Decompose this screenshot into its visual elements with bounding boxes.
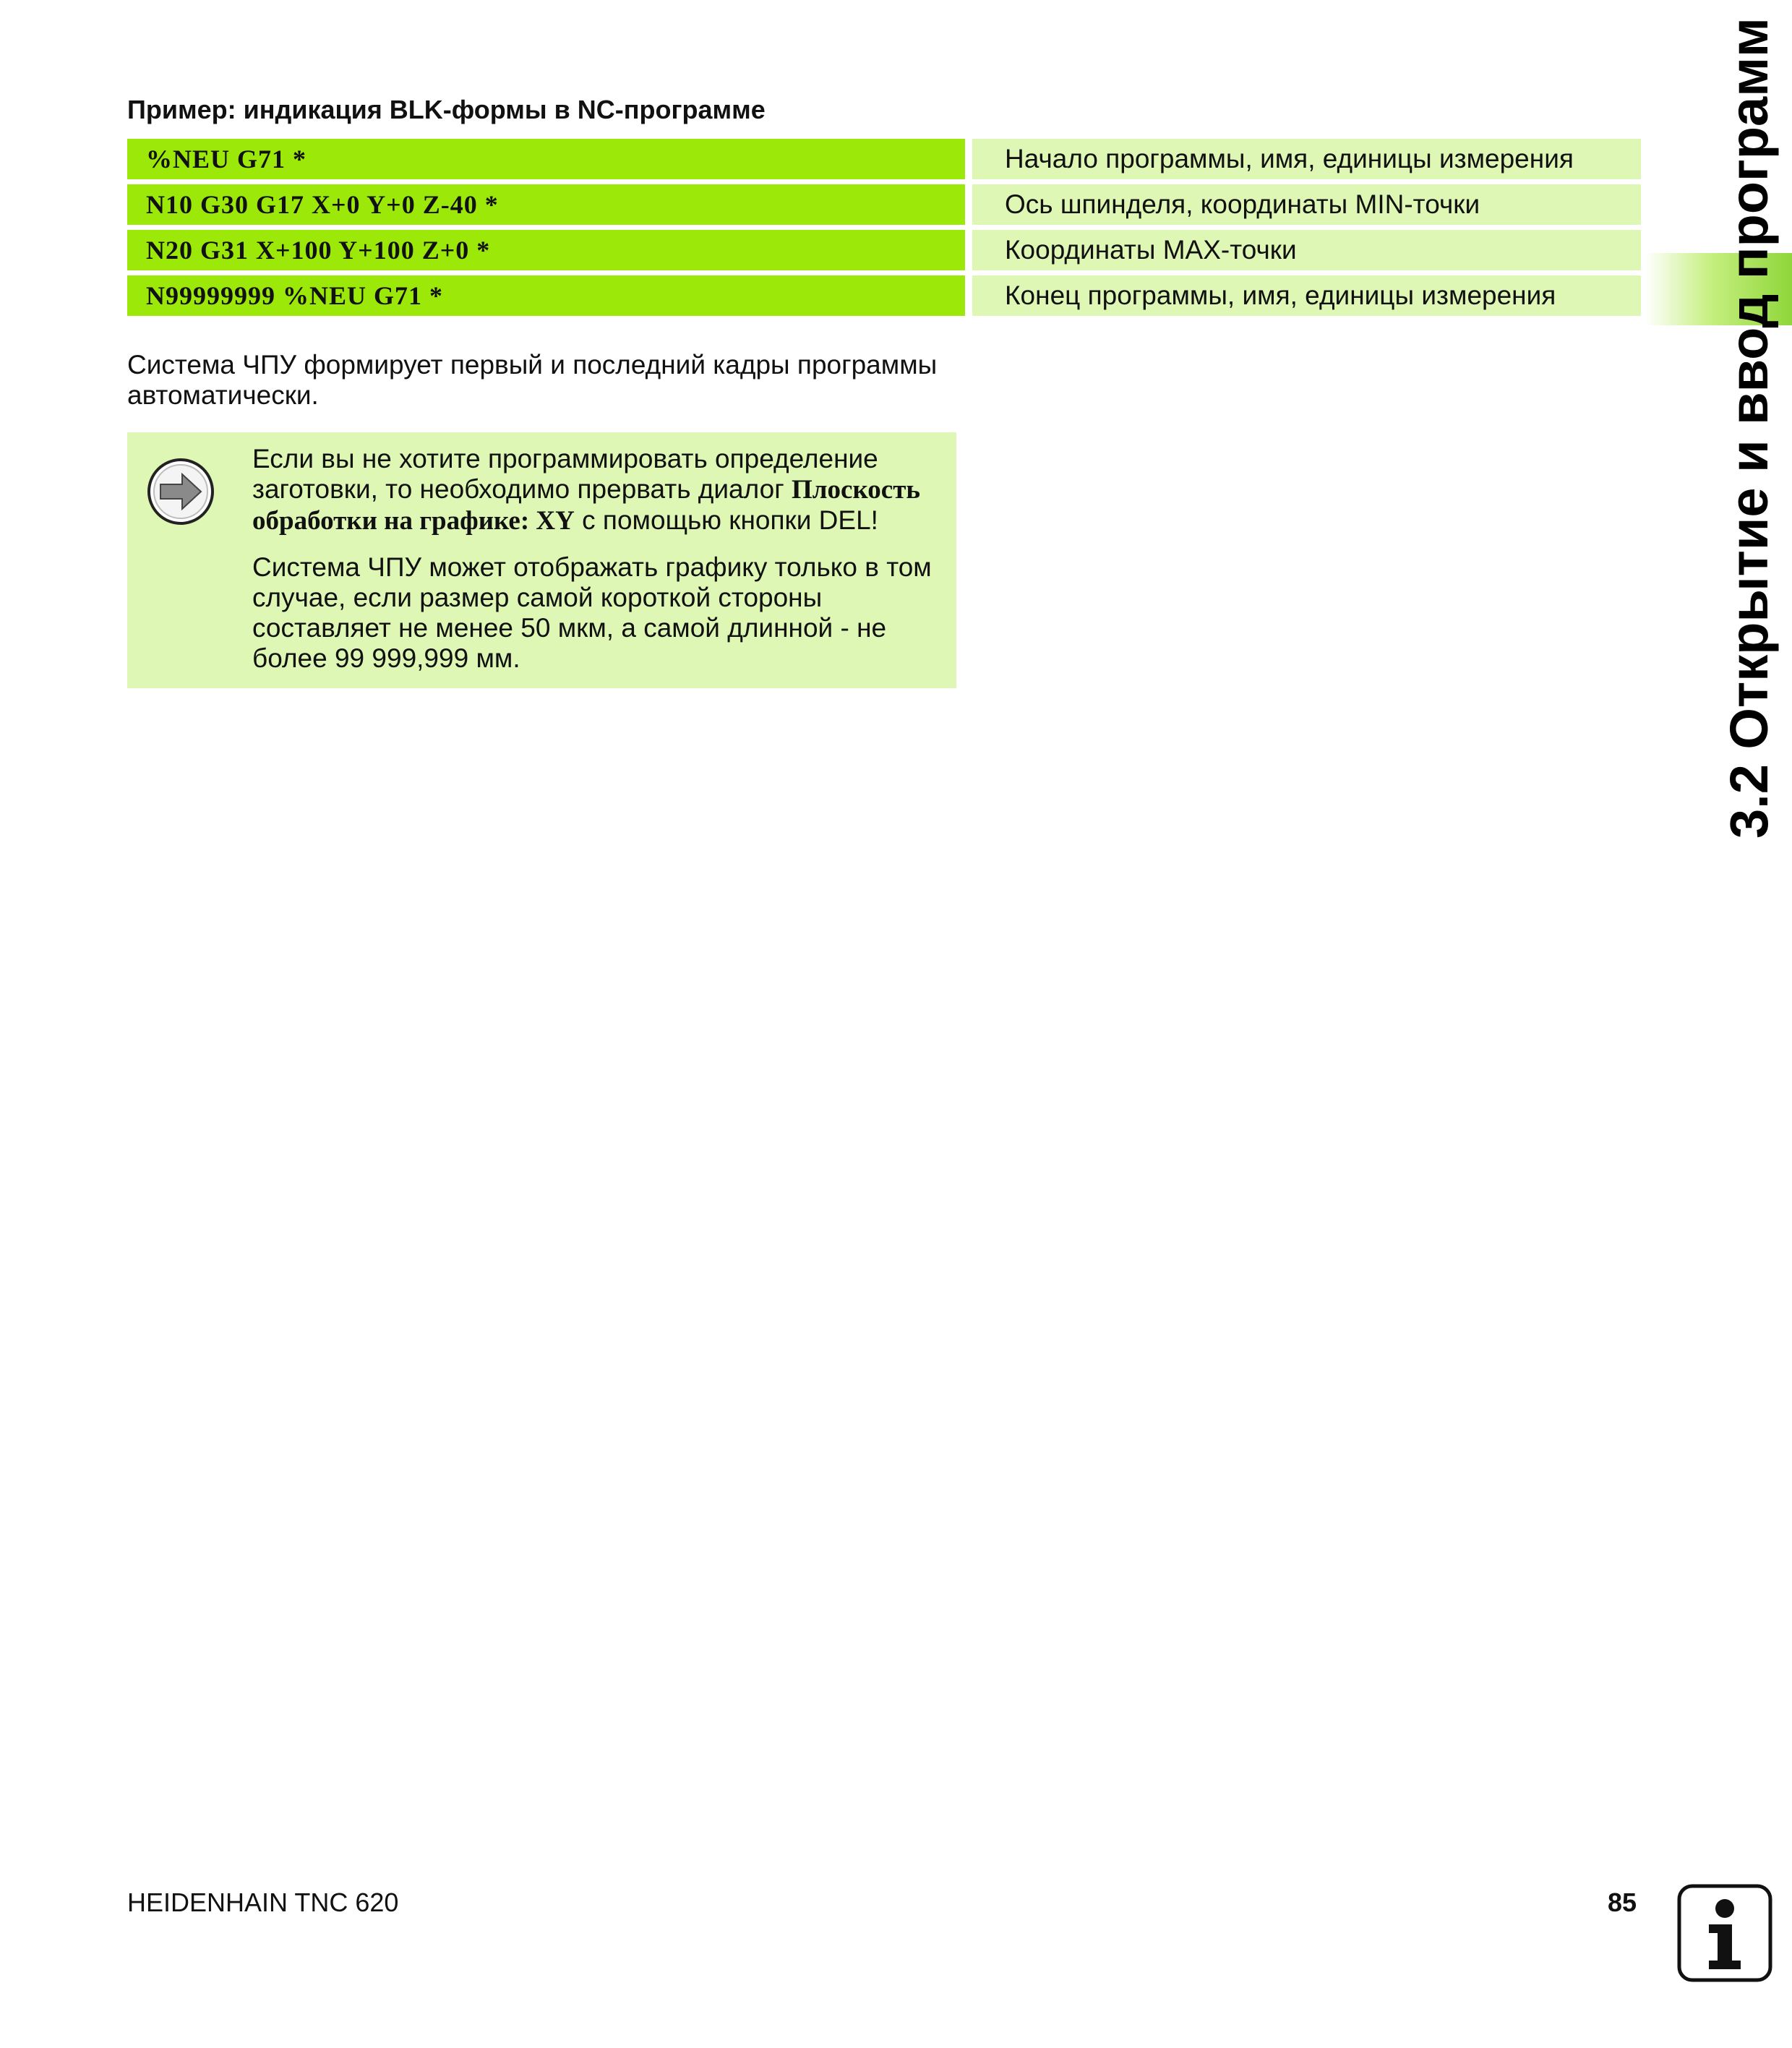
section-heading: Пример: индикация BLK-формы в NC-программе [127,95,766,124]
note-text [252,444,939,690]
table-row [127,230,1641,270]
note-text-end: с помощью кнопки DEL! [574,505,878,535]
program-description: Координаты MAX-точки [972,230,1641,270]
dialog-name: Плоскость обработки на графике: XY [252,475,920,536]
program-table [127,139,1641,321]
program-description: Начало программы, имя, единицы измерения [972,139,1641,179]
note-text-start: Если вы не хотите программировать определение заготовки, то необходимо прервать диалог [252,444,878,504]
note-paragraph-2: Система ЧПУ может отображать графику только в том случае, если размер самой короткой стороны составляет не менее 50 мкм, а самой длинной - не более 99 999,999 мм. [252,552,932,673]
arrow-right-icon [146,457,215,526]
program-code: N20 G31 X+100 Y+100 Z+0 * [127,230,965,270]
body-paragraph: Система ЧПУ формирует первый и последний кадры программы автоматически. [127,350,938,410]
program-code: N10 G30 G17 X+0 Y+0 Z-40 * [127,184,965,225]
note-paragraph-1 [252,444,939,536]
table-row [127,139,1641,179]
program-code: N99999999 %NEU G71 * [127,275,965,316]
page-number: 85 [1608,1888,1637,1917]
note-box [127,432,956,688]
footer-product: HEIDENHAIN TNC 620 [127,1888,399,1917]
info-icon [1677,1884,1772,1982]
program-description: Ось шпинделя, координаты MIN-точки [972,184,1641,225]
table-row [127,275,1641,316]
table-row [127,184,1641,225]
program-description: Конец программы, имя, единицы измерения [972,275,1641,316]
chapter-title: 3.2 Открытие и ввод программ [1719,17,1779,839]
program-code: %NEU G71 * [127,139,965,179]
